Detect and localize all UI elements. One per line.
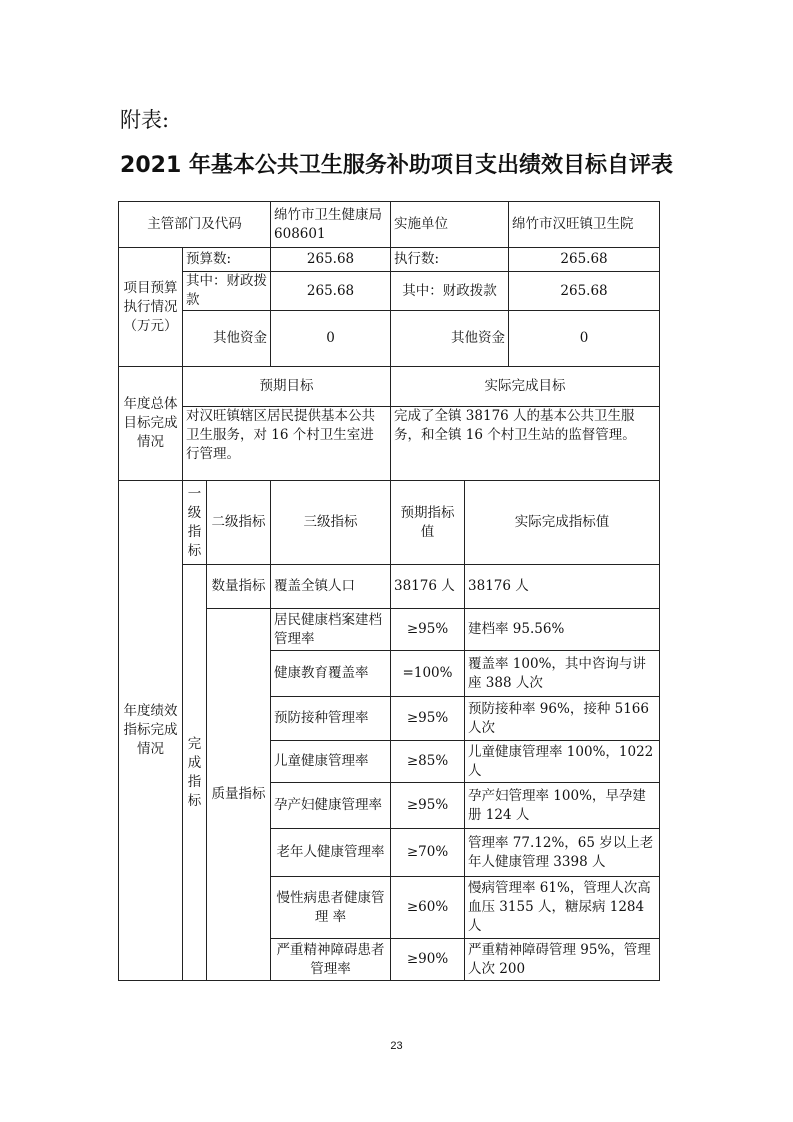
col-level1-header: 一级指标 — [183, 481, 207, 565]
fiscal-exec-label: 其中：财政拨款 — [391, 272, 509, 311]
budget-label: 预算数: — [183, 248, 271, 272]
indicator-actual: 建档率 95.56% — [465, 609, 660, 651]
indicator-actual: 38176 人 — [465, 565, 660, 609]
actual-goal-header: 实际完成目标 — [391, 367, 660, 407]
goal-section-label: 年度总体目标完成情况 — [119, 367, 183, 481]
indicator-actual: 覆盖率 100%，其中咨询与讲座 388 人次 — [465, 651, 660, 697]
quality-indicator-label: 质量指标 — [207, 609, 271, 981]
unit-value: 绵竹市汉旺镇卫生院 — [509, 202, 660, 248]
col-level2-header: 二级指标 — [207, 481, 271, 565]
col-level3-header: 三级指标 — [271, 481, 391, 565]
other-funds-label: 其他资金 — [183, 311, 271, 367]
indicator-expected: ≥95% — [391, 697, 465, 741]
indicators-section-label: 年度绩效指标完成情况 — [119, 481, 183, 981]
indicator-expected: ≥95% — [391, 783, 465, 829]
indicator-expected: ≥70% — [391, 829, 465, 877]
col-actual-header: 实际完成指标值 — [465, 481, 660, 565]
fiscal-label: 其中：财政拨款 — [183, 272, 271, 311]
indicator-name: 健康教育覆盖率 — [271, 651, 391, 697]
other-funds-exec-label: 其他资金 — [391, 311, 509, 367]
col-expected-header: 预期指标值 — [391, 481, 465, 565]
indicator-name: 覆盖全镇人口 — [271, 565, 391, 609]
expected-goal-header: 预期目标 — [183, 367, 391, 407]
indicator-expected: 38176 人 — [391, 565, 465, 609]
indicator-actual: 管理率 77.12%，65 岁以上老年人健康管理 3398 人 — [465, 829, 660, 877]
other-funds-exec: 0 — [509, 311, 660, 367]
dept-value: 绵竹市卫生健康局 608601 — [271, 202, 391, 248]
indicator-expected: ≥90% — [391, 939, 465, 981]
performance-table — [118, 201, 660, 981]
budget-section-label: 项目预算执行情况（万元） — [119, 248, 183, 367]
expected-goal-text: 对汉旺镇辖区居民提供基本公共卫生服务，对 16 个村卫生室进行管理。 — [183, 407, 391, 481]
indicator-name: 严重精神障碍患者管理率 — [271, 939, 391, 981]
indicator-name: 老年人健康管理率 — [271, 829, 391, 877]
indicator-actual: 儿童健康管理率 100%，1022 人 — [465, 741, 660, 783]
indicator-name: 孕产妇健康管理率 — [271, 783, 391, 829]
indicator-name: 预防接种管理率 — [271, 697, 391, 741]
fiscal-budget-value: 265.68 — [271, 272, 391, 311]
page-number: 23 — [390, 1040, 403, 1052]
budget-value: 265.68 — [271, 248, 391, 272]
indicator-actual: 孕产妇管理率 100%，早孕建册 124 人 — [465, 783, 660, 829]
indicator-expected: ≥85% — [391, 741, 465, 783]
fiscal-exec-value: 265.68 — [509, 272, 660, 311]
indicator-actual: 严重精神障碍管理 95%，管理人次 200 — [465, 939, 660, 981]
unit-label: 实施单位 — [391, 202, 509, 248]
exec-value: 265.68 — [509, 248, 660, 272]
indicator-name: 儿童健康管理率 — [271, 741, 391, 783]
exec-label: 执行数: — [391, 248, 509, 272]
indicator-name: 慢性病患者健康管理 率 — [271, 877, 391, 939]
other-funds-budget: 0 — [271, 311, 391, 367]
actual-goal-text: 完成了全镇 38176 人的基本公共卫生服务，和全镇 16 个村卫生站的监督管理。 — [391, 407, 660, 481]
level1-completion-indicator: 完成指标 — [183, 565, 207, 981]
indicator-expected: ≥60% — [391, 877, 465, 939]
indicator-actual: 慢病管理率 61%，管理人次高血压 3155 人，糖尿病 1284 人 — [465, 877, 660, 939]
indicator-expected: =100% — [391, 651, 465, 697]
indicator-name: 居民健康档案建档管理率 — [271, 609, 391, 651]
indicator-actual: 预防接种率 96%，接种 5166 人次 — [465, 697, 660, 741]
page-title: 2021 年基本公共卫生服务补助项目支出绩效目标自评表 — [120, 153, 673, 178]
dept-label: 主管部门及代码 — [119, 202, 271, 248]
indicator-expected: ≥95% — [391, 609, 465, 651]
appendix-label: 附表: — [120, 108, 170, 132]
quantity-indicator-label: 数量指标 — [207, 565, 271, 609]
